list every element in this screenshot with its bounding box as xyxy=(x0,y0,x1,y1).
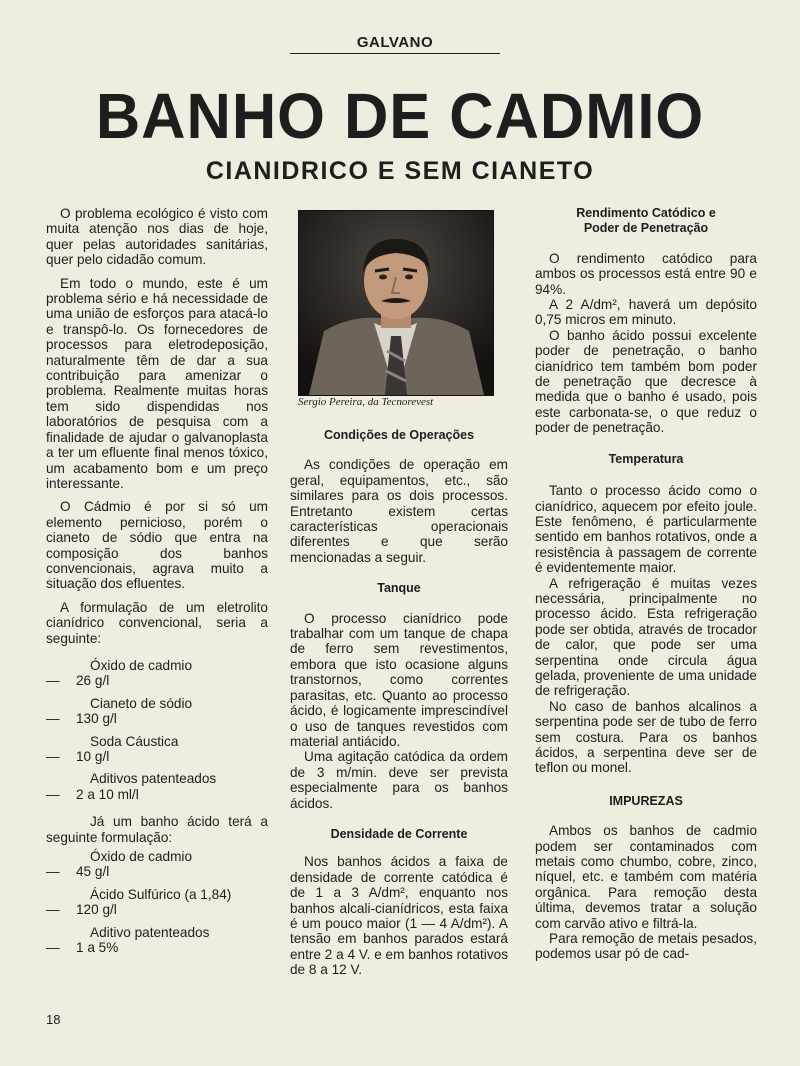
section-heading: IMPUREZAS xyxy=(609,793,683,808)
paragraph: Ambos os banhos de cadmio podem ser contaminados com metais como chumbo, cobre, zinco, níquel, etc. e também com matéria orgânica. Para remoção desta última, devemos tratar a solução com carvão ativo e filtrá-la. xyxy=(535,823,757,931)
formula-value: 2 a 10 ml/l xyxy=(76,786,139,802)
column-1 xyxy=(46,206,268,962)
formula-value-row xyxy=(46,902,268,917)
formula-value-row xyxy=(46,673,268,688)
formula-value: 120 g/l xyxy=(76,902,117,918)
heading-line: Poder de Penetração xyxy=(583,221,709,236)
formula-component: Óxido de cadmio xyxy=(90,657,193,673)
portrait-illustration xyxy=(299,211,493,395)
section-heading: Temperatura xyxy=(608,451,684,466)
paragraph: O Cádmio é por si só um elemento pernicioso, porém o cianeto de sódio que entra na composição dos banhos convencionais, agrava muito a situação dos efluentes. xyxy=(46,499,268,592)
paragraph: Nos banhos ácidos a faixa de densidade de corrente catódica é de 1 a 3 A/dm², enquanto nos banhos alcali-cianídricos, esta faixa é um pouco maior (1 — 4 A/dm²). A tensão em banhos parados estará entre 2 a 4 V. e em banhos rotativos de 8 a 12 V. xyxy=(290,854,508,978)
paragraph: O processo cianídrico pode trabalhar com um tanque de chapa de ferro sem revestimentos, embora que isto ocasione alguns transtornos, como correntes parasitas, etc. Quanto ao processo ácido, é logicamente imprescindível o uso de tanques revestidos com material antiácido. xyxy=(290,610,508,749)
formula-item xyxy=(46,734,268,765)
dash: — xyxy=(46,902,60,918)
formula-item xyxy=(46,696,268,727)
heading-line: Rendimento Catódico e xyxy=(576,206,716,220)
dash: — xyxy=(46,786,60,802)
formula-list-acid xyxy=(46,849,268,955)
paragraph: A formulação de um eletrolito cianídrico convencional, seria a seguinte: xyxy=(46,599,268,646)
formula-component: Ácido Sulfúrico (a 1,84) xyxy=(90,886,232,902)
paragraph: Já um banho ácido terá a seguinte formulação: xyxy=(46,814,268,845)
formula-item xyxy=(46,849,268,880)
formula-component: Cianeto de sódio xyxy=(90,695,193,711)
dash: — xyxy=(46,749,60,764)
section-heading xyxy=(535,206,757,237)
paragraph: Em todo o mundo, este é um problema sério e há necessidade de uma união de esforços para atacá-lo e transpô-lo. Os fornecedores de processos para eletrodeposição, naturalmente têm de dar a sua contribuição para amenizar o problema. Realmente muitas horas tem sido dispendidas nos laboratórios de pesquisa com a finalidade de ajudar o galvanoplasta a ter um efluente final menos tóxico, um acabamento bom e um preço interessante. xyxy=(46,275,268,491)
column-3 xyxy=(535,206,757,970)
photo-caption: Sergio Pereira, da Tecnorevest xyxy=(298,396,434,408)
formula-item xyxy=(46,925,268,956)
formula-value: 1 a 5% xyxy=(76,940,119,956)
formula-value-row xyxy=(46,711,268,726)
formula-value: 45 g/l xyxy=(76,864,110,880)
formula-component: Aditivos patenteados xyxy=(90,771,217,787)
dash: — xyxy=(46,940,60,956)
page-title: BANHO DE CADMIO xyxy=(95,80,705,152)
page-number: 18 xyxy=(46,1012,61,1027)
formula-component: Óxido de cadmio xyxy=(90,849,193,865)
section-heading: Densidade de Corrente xyxy=(330,826,468,841)
formula-list-cyanide xyxy=(46,658,268,802)
formula-item xyxy=(46,658,268,689)
section-heading: Condições de Operações xyxy=(323,428,475,442)
column-2 xyxy=(290,428,508,986)
portrait-photo xyxy=(298,210,494,396)
formula-value-row xyxy=(46,940,268,955)
formula-component: Soda Cáustica xyxy=(90,733,179,749)
formula-value-row xyxy=(46,749,268,764)
section-label: GALVANO xyxy=(290,34,500,54)
section-heading: Tanque xyxy=(377,581,421,596)
formula-item xyxy=(46,887,268,918)
formula-item xyxy=(46,771,268,802)
paragraph: Tanto o processo ácido como o cianídrico, aquecem por efeito joule. Este fenômeno, é particularmente sentido em banhos rotativos, onde a resistência à passagem de corrente é evidentemente maior. xyxy=(535,483,757,576)
paragraph: A 2 A/dm², haverá um depósito 0,75 micros em minuto. xyxy=(535,297,757,328)
paragraph: O problema ecológico é visto com muita atenção nos dias de hoje, quer pelas autoridades sanitárias, quer pelo cidadão comum. xyxy=(46,206,268,268)
paragraph: As condições de operação em geral, equipamentos, etc., são similares para os dois processos. Entretanto existem certas características operacionais diferentes e que serão mencionadas a seguir. xyxy=(290,457,508,565)
formula-value: 130 g/l xyxy=(76,711,117,727)
paragraph: O rendimento catódico para ambos os processos está entre 90 e 94%. xyxy=(535,250,757,297)
dash: — xyxy=(46,711,60,727)
paragraph: Uma agitação catódica da ordem de 3 m/min. deve ser prevista especialmente para os banhos ácidos. xyxy=(290,749,508,811)
formula-value: 10 g/l xyxy=(76,749,110,764)
paragraph: O banho ácido possui excelente poder de penetração, o banho cianídrico tem também bom poder de penetração que decresce à medida que o banho é usado, pois este carbonata-se, o que reduz o poder de penetração. xyxy=(535,327,757,436)
paragraph: No caso de banhos alcalinos a serpentina pode ser de tubo de ferro sem costura. Para os banhos ácidos, a serpentina deve ser de teflon ou monel. xyxy=(535,698,757,776)
paragraph: A refrigeração é muitas vezes necessária, principalmente no processo ácido. Esta refrigeração pode ser obtida, através de trocador de calor, que pode ser uma serpentina onde circula água gelada, proveniente de uma unidade de refrigeração. xyxy=(535,575,757,699)
paragraph: Para remoção de metais pesados, podemos usar pó de cad- xyxy=(535,931,757,962)
page-subtitle: CIANIDRICO E SEM CIANETO xyxy=(205,157,595,185)
formula-value-row xyxy=(46,864,268,879)
dash: — xyxy=(46,864,60,880)
dash: — xyxy=(46,673,60,689)
formula-value-row xyxy=(46,787,268,802)
formula-component: Aditivo patenteados xyxy=(90,924,210,940)
formula-value: 26 g/l xyxy=(76,673,110,689)
